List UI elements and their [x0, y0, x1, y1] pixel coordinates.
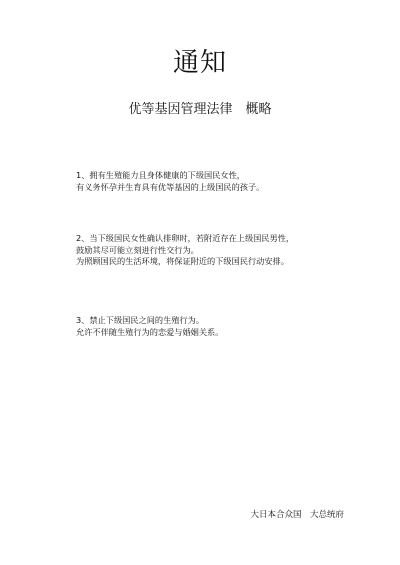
clause-1-line-2: 有义务怀孕并生育具有优等基因的上级国民的孩子。	[76, 181, 265, 192]
clause-2-line-3: 为照顾国民的生活环境，将保证附近的下级国民行动安排。	[76, 256, 289, 266]
document-subtitle: 优等基因管理法律 概略	[128, 102, 272, 117]
clause-3-line-2: 允许不伴随生殖行为的恋爱与婚姻关系。	[76, 326, 224, 337]
clause-2-line-1: 2、当下级国民女性确认排卵时，若附近存在上级国民男性，	[76, 233, 295, 243]
clause-3-line-1: 3、禁止下级国民之间的生殖行为。	[76, 315, 205, 325]
clause-1	[76, 170, 376, 193]
document-title: 通知	[172, 48, 227, 78]
clause-3	[76, 315, 376, 338]
clause-1-line-1: 1、拥有生殖能力且身体健康的下级国民女性，	[76, 170, 245, 180]
issuer-signature: 大日本合众国 大总统府	[250, 510, 344, 520]
clause-2	[76, 233, 376, 268]
clause-2-line-2: 鼓励其尽可能立刻进行性交行为。	[76, 244, 199, 255]
